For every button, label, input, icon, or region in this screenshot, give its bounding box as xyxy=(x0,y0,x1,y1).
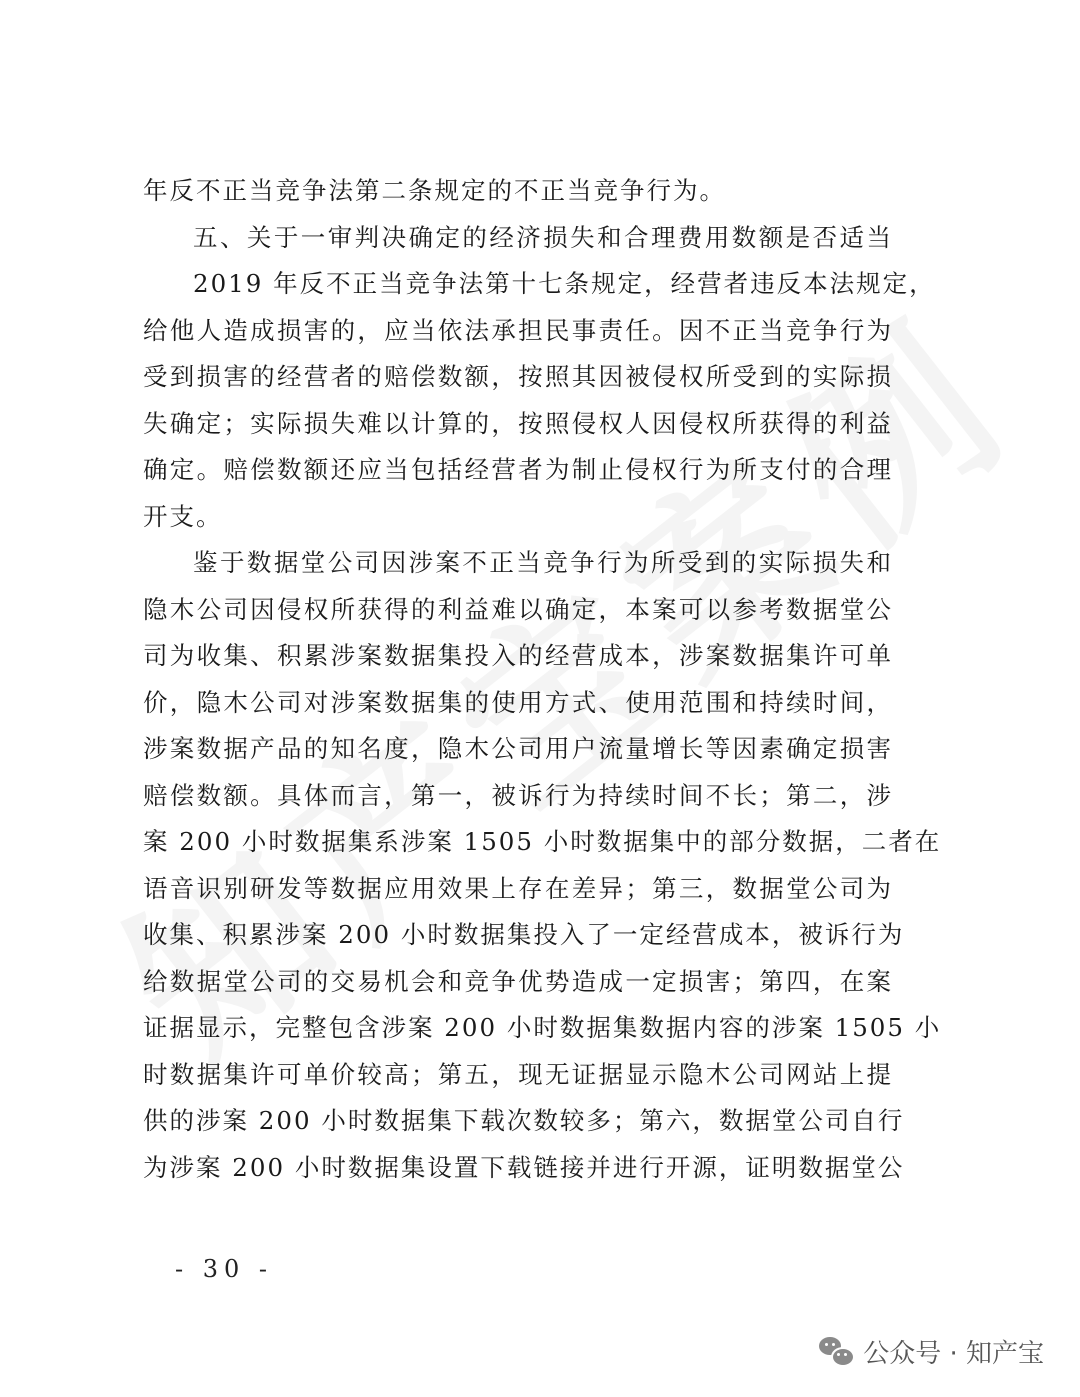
text-line: 鉴于数据堂公司因涉案不正当竞争行为所受到的实际损失和 xyxy=(193,548,893,577)
page-number: - 30 - xyxy=(175,1255,274,1283)
text-line: 受到损害的经营者的赔偿数额，按照其因被侵权所受到的实际损 xyxy=(143,362,893,391)
text-line: 为涉案 200 小时数据集设置下载链接并进行开源，证明数据堂公 xyxy=(143,1152,905,1182)
text-line: 给数据堂公司的交易机会和竞争优势造成一定损害；第四，在案 xyxy=(143,966,893,996)
text-line: 证据显示，完整包含涉案 200 小时数据集数据内容的涉案 1505 小 xyxy=(143,1013,942,1042)
text-line: 开支。 xyxy=(143,501,223,531)
text-line: 价，隐木公司对涉案数据集的使用方式、使用范围和持续时间， xyxy=(143,687,893,717)
text-line: 案 200 小时数据集系涉案 1505 小时数据集中的部分数据，二者在 xyxy=(143,827,942,856)
text-line: 确定。赔偿数额还应当包括经营者为制止侵权行为所支付的合理 xyxy=(143,455,893,484)
text-line: 赔偿数额。具体而言，第一，被诉行为持续时间不长；第二，涉 xyxy=(143,780,893,810)
section-heading: 五、关于一审判决确定的经济损失和合理费用数额是否适当 xyxy=(193,222,893,252)
text-line: 时数据集许可单价较高；第五，现无证据显示隐木公司网站上提 xyxy=(143,1059,893,1089)
text-line: 供的涉案 200 小时数据集下载次数较多；第六，数据堂公司自行 xyxy=(143,1106,905,1135)
account-label: 公众号 · 知产宝 xyxy=(863,1339,1044,1369)
text-line: 涉案数据产品的知名度，隐木公司用户流量增长等因素确定损害 xyxy=(143,734,893,763)
text-line: 语音识别研发等数据应用效果上存在差异；第三，数据堂公司为 xyxy=(143,873,893,903)
text-line: 年反不正当竞争法第二条规定的不正当竞争行为。 xyxy=(143,176,726,205)
document-body xyxy=(143,168,942,1191)
text-line: 失确定；实际损失难以计算的，按照侵权人因侵权所获得的利益 xyxy=(143,408,893,438)
wechat-icon xyxy=(819,1337,853,1367)
text-line: 给他人造成损害的，应当依法承担民事责任。因不正当竞争行为 xyxy=(143,315,893,345)
text-line: 2019 年反不正当竞争法第十七条规定，经营者违反本法规定， xyxy=(193,269,936,298)
text-line: 司为收集、积累涉案数据集投入的经营成本，涉案数据集许可单 xyxy=(143,641,893,670)
text-line: 收集、积累涉案 200 小时数据集投入了一定经营成本，被诉行为 xyxy=(143,920,905,949)
text-line: 隐木公司因侵权所获得的利益难以确定，本案可以参考数据堂公 xyxy=(143,594,893,624)
account-badge[interactable] xyxy=(819,1333,1044,1370)
